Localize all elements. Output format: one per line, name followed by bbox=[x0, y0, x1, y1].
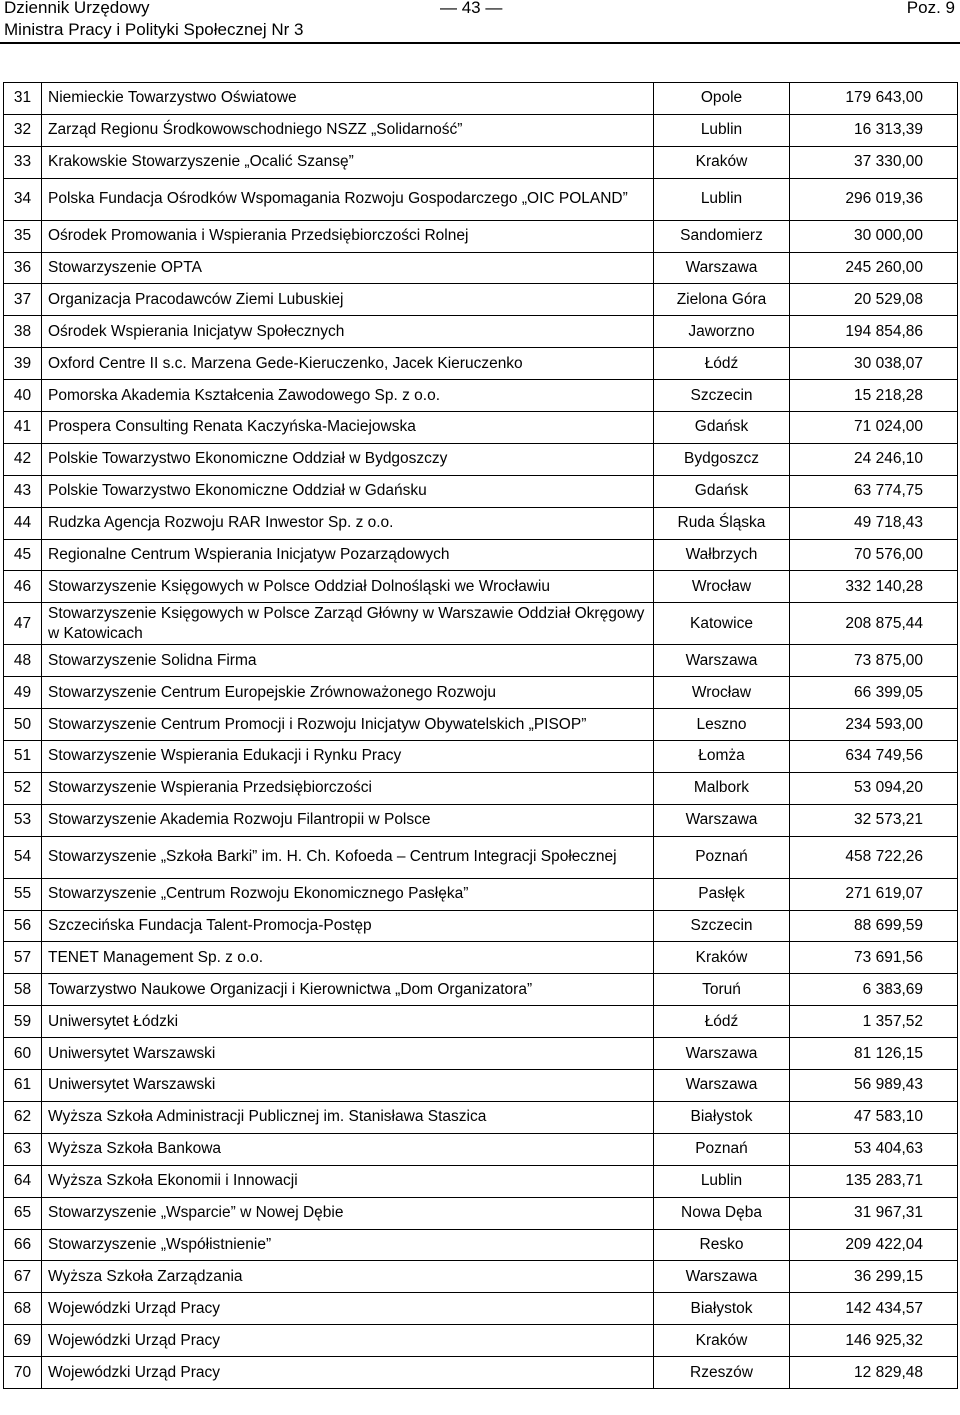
city-name: Warszawa bbox=[654, 645, 790, 677]
organization-name: Stowarzyszenie Księgowych w Polsce Oddział Dolnośląski we Wrocławiu bbox=[42, 571, 654, 603]
amount-value: 31 967,31 bbox=[790, 1197, 958, 1229]
row-number: 62 bbox=[4, 1101, 42, 1133]
amount-value: 296 019,36 bbox=[790, 178, 958, 220]
table-row bbox=[4, 804, 958, 836]
table-row bbox=[4, 178, 958, 220]
organization-name: Towarzystwo Naukowe Organizacji i Kierownictwa „Dom Organizatora” bbox=[42, 974, 654, 1006]
row-number: 60 bbox=[4, 1038, 42, 1070]
city-name: Warszawa bbox=[654, 252, 790, 284]
table-row bbox=[4, 836, 958, 878]
city-name: Lublin bbox=[654, 1165, 790, 1197]
organization-name: Stowarzyszenie Akademia Rozwoju Filantropii w Polsce bbox=[42, 804, 654, 836]
row-number: 66 bbox=[4, 1229, 42, 1261]
amount-value: 81 126,15 bbox=[790, 1038, 958, 1070]
amount-value: 458 722,26 bbox=[790, 836, 958, 878]
table-row bbox=[4, 539, 958, 571]
amount-value: 16 313,39 bbox=[790, 114, 958, 146]
city-name: Resko bbox=[654, 1229, 790, 1261]
organization-name: Stowarzyszenie Centrum Europejskie Zrównoważonego Rozwoju bbox=[42, 677, 654, 709]
table-row bbox=[4, 1133, 958, 1165]
amount-value: 36 299,15 bbox=[790, 1261, 958, 1293]
table-row bbox=[4, 380, 958, 412]
amount-value: 49 718,43 bbox=[790, 507, 958, 539]
city-name: Łomża bbox=[654, 741, 790, 773]
table-row bbox=[4, 1165, 958, 1197]
city-name: Bydgoszcz bbox=[654, 443, 790, 475]
amount-value: 73 691,56 bbox=[790, 942, 958, 974]
amount-value: 37 330,00 bbox=[790, 146, 958, 178]
amount-value: 53 094,20 bbox=[790, 772, 958, 804]
row-number: 45 bbox=[4, 539, 42, 571]
amount-value: 194 854,86 bbox=[790, 316, 958, 348]
row-number: 49 bbox=[4, 677, 42, 709]
amount-value: 1 357,52 bbox=[790, 1006, 958, 1038]
table-row bbox=[4, 443, 958, 475]
row-number: 68 bbox=[4, 1293, 42, 1325]
organization-name: Oxford Centre II s.c. Marzena Gede-Kieruczenko, Jacek Kieruczenko bbox=[42, 348, 654, 380]
table-row bbox=[4, 910, 958, 942]
amount-value: 88 699,59 bbox=[790, 910, 958, 942]
city-name: Gdańsk bbox=[654, 475, 790, 507]
table-row bbox=[4, 83, 958, 115]
city-name: Toruń bbox=[654, 974, 790, 1006]
amount-value: 209 422,04 bbox=[790, 1229, 958, 1261]
organization-name: Krakowskie Stowarzyszenie „Ocalić Szansę” bbox=[42, 146, 654, 178]
organization-name: Pomorska Akademia Kształcenia Zawodowego Sp. z o.o. bbox=[42, 380, 654, 412]
city-name: Gdańsk bbox=[654, 412, 790, 444]
table-row bbox=[4, 316, 958, 348]
beneficiaries-table bbox=[3, 82, 958, 1389]
table-row bbox=[4, 146, 958, 178]
position-number: Poz. 9 bbox=[906, 0, 955, 17]
journal-title: Dziennik Urzędowy bbox=[4, 0, 150, 17]
organization-name: Uniwersytet Warszawski bbox=[42, 1038, 654, 1070]
organization-name: Regionalne Centrum Wspierania Inicjatyw Pozarządowych bbox=[42, 539, 654, 571]
table-row bbox=[4, 709, 958, 741]
organization-name: Wyższa Szkoła Zarządzania bbox=[42, 1261, 654, 1293]
table-row bbox=[4, 772, 958, 804]
table-row bbox=[4, 878, 958, 910]
city-name: Białystok bbox=[654, 1101, 790, 1133]
table-row bbox=[4, 412, 958, 444]
city-name: Łódź bbox=[654, 1006, 790, 1038]
amount-value: 271 619,07 bbox=[790, 878, 958, 910]
organization-name: Stowarzyszenie „Wsparcie” w Nowej Dębie bbox=[42, 1197, 654, 1229]
table-row bbox=[4, 677, 958, 709]
row-number: 35 bbox=[4, 220, 42, 252]
row-number: 69 bbox=[4, 1325, 42, 1357]
organization-name: Wyższa Szkoła Bankowa bbox=[42, 1133, 654, 1165]
organization-name: Ośrodek Promowania i Wspierania Przedsiębiorczości Rolnej bbox=[42, 220, 654, 252]
amount-value: 71 024,00 bbox=[790, 412, 958, 444]
amount-value: 63 774,75 bbox=[790, 475, 958, 507]
city-name: Katowice bbox=[654, 603, 790, 645]
organization-name: Wojewódzki Urząd Pracy bbox=[42, 1357, 654, 1389]
row-number: 70 bbox=[4, 1357, 42, 1389]
amount-value: 53 404,63 bbox=[790, 1133, 958, 1165]
row-number: 34 bbox=[4, 178, 42, 220]
row-number: 67 bbox=[4, 1261, 42, 1293]
table-row bbox=[4, 114, 958, 146]
row-number: 58 bbox=[4, 974, 42, 1006]
row-number: 33 bbox=[4, 146, 42, 178]
organization-name: Polskie Towarzystwo Ekonomiczne Oddział w Bydgoszczy bbox=[42, 443, 654, 475]
row-number: 65 bbox=[4, 1197, 42, 1229]
organization-name: Rudzka Agencja Rozwoju RAR Inwestor Sp. z o.o. bbox=[42, 507, 654, 539]
city-name: Poznań bbox=[654, 1133, 790, 1165]
amount-value: 24 246,10 bbox=[790, 443, 958, 475]
amount-value: 73 875,00 bbox=[790, 645, 958, 677]
row-number: 54 bbox=[4, 836, 42, 878]
amount-value: 70 576,00 bbox=[790, 539, 958, 571]
city-name: Sandomierz bbox=[654, 220, 790, 252]
organization-name: Stowarzyszenie Solidna Firma bbox=[42, 645, 654, 677]
city-name: Leszno bbox=[654, 709, 790, 741]
row-number: 53 bbox=[4, 804, 42, 836]
amount-value: 47 583,10 bbox=[790, 1101, 958, 1133]
row-number: 43 bbox=[4, 475, 42, 507]
organization-name: Polska Fundacja Ośrodków Wspomagania Rozwoju Gospodarczego „OIC POLAND” bbox=[42, 178, 654, 220]
organization-name: Stowarzyszenie „Szkoła Barki” im. H. Ch. Kofoeda – Centrum Integracji Społecznej bbox=[42, 836, 654, 878]
table-body bbox=[4, 83, 958, 1389]
city-name: Malbork bbox=[654, 772, 790, 804]
city-name: Wrocław bbox=[654, 571, 790, 603]
table-row bbox=[4, 603, 958, 645]
table-row bbox=[4, 348, 958, 380]
table-row bbox=[4, 1293, 958, 1325]
organization-name: Zarząd Regionu Środkowowschodniego NSZZ „Solidarność” bbox=[42, 114, 654, 146]
city-name: Opole bbox=[654, 83, 790, 115]
organization-name: Stowarzyszenie „Współistnienie” bbox=[42, 1229, 654, 1261]
amount-value: 135 283,71 bbox=[790, 1165, 958, 1197]
row-number: 57 bbox=[4, 942, 42, 974]
organization-name: Uniwersytet Łódzki bbox=[42, 1006, 654, 1038]
ministry-title: Ministra Pracy i Polityki Społecznej Nr 3 bbox=[4, 20, 304, 39]
row-number: 63 bbox=[4, 1133, 42, 1165]
city-name: Lublin bbox=[654, 178, 790, 220]
table-row bbox=[4, 1006, 958, 1038]
city-name: Szczecin bbox=[654, 910, 790, 942]
organization-name: Stowarzyszenie Centrum Promocji i Rozwoju Inicjatyw Obywatelskich „PISOP” bbox=[42, 709, 654, 741]
organization-name: Niemieckie Towarzystwo Oświatowe bbox=[42, 83, 654, 115]
amount-value: 20 529,08 bbox=[790, 284, 958, 316]
row-number: 61 bbox=[4, 1070, 42, 1102]
city-name: Warszawa bbox=[654, 1070, 790, 1102]
amount-value: 12 829,48 bbox=[790, 1357, 958, 1389]
table-row bbox=[4, 1357, 958, 1389]
amount-value: 234 593,00 bbox=[790, 709, 958, 741]
organization-name: TENET Management Sp. z o.o. bbox=[42, 942, 654, 974]
row-number: 48 bbox=[4, 645, 42, 677]
table-row bbox=[4, 741, 958, 773]
amount-value: 32 573,21 bbox=[790, 804, 958, 836]
amount-value: 30 038,07 bbox=[790, 348, 958, 380]
organization-name: Stowarzyszenie Wspierania Edukacji i Rynku Pracy bbox=[42, 741, 654, 773]
table-row bbox=[4, 645, 958, 677]
table-row bbox=[4, 1197, 958, 1229]
row-number: 50 bbox=[4, 709, 42, 741]
table-row bbox=[4, 220, 958, 252]
page-number: — 43 — bbox=[440, 0, 503, 17]
city-name: Kraków bbox=[654, 146, 790, 178]
table-row bbox=[4, 1038, 958, 1070]
row-number: 38 bbox=[4, 316, 42, 348]
city-name: Poznań bbox=[654, 836, 790, 878]
city-name: Ruda Śląska bbox=[654, 507, 790, 539]
city-name: Białystok bbox=[654, 1293, 790, 1325]
table-row bbox=[4, 1325, 958, 1357]
table-row bbox=[4, 1101, 958, 1133]
table-row bbox=[4, 507, 958, 539]
amount-value: 56 989,43 bbox=[790, 1070, 958, 1102]
amount-value: 30 000,00 bbox=[790, 220, 958, 252]
amount-value: 208 875,44 bbox=[790, 603, 958, 645]
city-name: Kraków bbox=[654, 942, 790, 974]
city-name: Jaworzno bbox=[654, 316, 790, 348]
table-row bbox=[4, 252, 958, 284]
row-number: 46 bbox=[4, 571, 42, 603]
city-name: Warszawa bbox=[654, 1261, 790, 1293]
city-name: Szczecin bbox=[654, 380, 790, 412]
row-number: 39 bbox=[4, 348, 42, 380]
table-row bbox=[4, 1070, 958, 1102]
amount-value: 142 434,57 bbox=[790, 1293, 958, 1325]
table-row bbox=[4, 284, 958, 316]
city-name: Nowa Dęba bbox=[654, 1197, 790, 1229]
organization-name: Prospera Consulting Renata Kaczyńska-Maciejowska bbox=[42, 412, 654, 444]
amount-value: 146 925,32 bbox=[790, 1325, 958, 1357]
table-row bbox=[4, 571, 958, 603]
row-number: 47 bbox=[4, 603, 42, 645]
row-number: 64 bbox=[4, 1165, 42, 1197]
amount-value: 6 383,69 bbox=[790, 974, 958, 1006]
city-name: Rzeszów bbox=[654, 1357, 790, 1389]
city-name: Zielona Góra bbox=[654, 284, 790, 316]
organization-name: Organizacja Pracodawców Ziemi Lubuskiej bbox=[42, 284, 654, 316]
city-name: Pasłęk bbox=[654, 878, 790, 910]
amount-value: 179 643,00 bbox=[790, 83, 958, 115]
amount-value: 634 749,56 bbox=[790, 741, 958, 773]
city-name: Warszawa bbox=[654, 804, 790, 836]
city-name: Warszawa bbox=[654, 1038, 790, 1070]
row-number: 44 bbox=[4, 507, 42, 539]
row-number: 31 bbox=[4, 83, 42, 115]
row-number: 55 bbox=[4, 878, 42, 910]
row-number: 42 bbox=[4, 443, 42, 475]
organization-name: Szczecińska Fundacja Talent-Promocja-Postęp bbox=[42, 910, 654, 942]
row-number: 52 bbox=[4, 772, 42, 804]
city-name: Łódź bbox=[654, 348, 790, 380]
organization-name: Ośrodek Wspierania Inicjatyw Społecznych bbox=[42, 316, 654, 348]
row-number: 37 bbox=[4, 284, 42, 316]
row-number: 56 bbox=[4, 910, 42, 942]
table-row bbox=[4, 475, 958, 507]
organization-name: Wyższa Szkoła Ekonomii i Innowacji bbox=[42, 1165, 654, 1197]
amount-value: 332 140,28 bbox=[790, 571, 958, 603]
row-number: 41 bbox=[4, 412, 42, 444]
organization-name: Stowarzyszenie OPTA bbox=[42, 252, 654, 284]
row-number: 32 bbox=[4, 114, 42, 146]
organization-name: Wyższa Szkoła Administracji Publicznej im. Stanisława Staszica bbox=[42, 1101, 654, 1133]
organization-name: Uniwersytet Warszawski bbox=[42, 1070, 654, 1102]
table-row bbox=[4, 1261, 958, 1293]
amount-value: 15 218,28 bbox=[790, 380, 958, 412]
amount-value: 245 260,00 bbox=[790, 252, 958, 284]
city-name: Wałbrzych bbox=[654, 539, 790, 571]
row-number: 36 bbox=[4, 252, 42, 284]
header-divider bbox=[0, 42, 960, 44]
organization-name: Wojewódzki Urząd Pracy bbox=[42, 1293, 654, 1325]
organization-name: Stowarzyszenie „Centrum Rozwoju Ekonomicznego Pasłęka” bbox=[42, 878, 654, 910]
city-name: Lublin bbox=[654, 114, 790, 146]
row-number: 40 bbox=[4, 380, 42, 412]
city-name: Kraków bbox=[654, 1325, 790, 1357]
table-row bbox=[4, 974, 958, 1006]
table-row bbox=[4, 1229, 958, 1261]
organization-name: Stowarzyszenie Wspierania Przedsiębiorczości bbox=[42, 772, 654, 804]
organization-name: Wojewódzki Urząd Pracy bbox=[42, 1325, 654, 1357]
page-header bbox=[0, 0, 960, 44]
organization-name: Polskie Towarzystwo Ekonomiczne Oddział w Gdańsku bbox=[42, 475, 654, 507]
row-number: 59 bbox=[4, 1006, 42, 1038]
city-name: Wrocław bbox=[654, 677, 790, 709]
row-number: 51 bbox=[4, 741, 42, 773]
amount-value: 66 399,05 bbox=[790, 677, 958, 709]
organization-name: Stowarzyszenie Księgowych w Polsce Zarząd Główny w Warszawie Oddział Okręgowy w Katowicach bbox=[42, 603, 654, 645]
table-row bbox=[4, 942, 958, 974]
